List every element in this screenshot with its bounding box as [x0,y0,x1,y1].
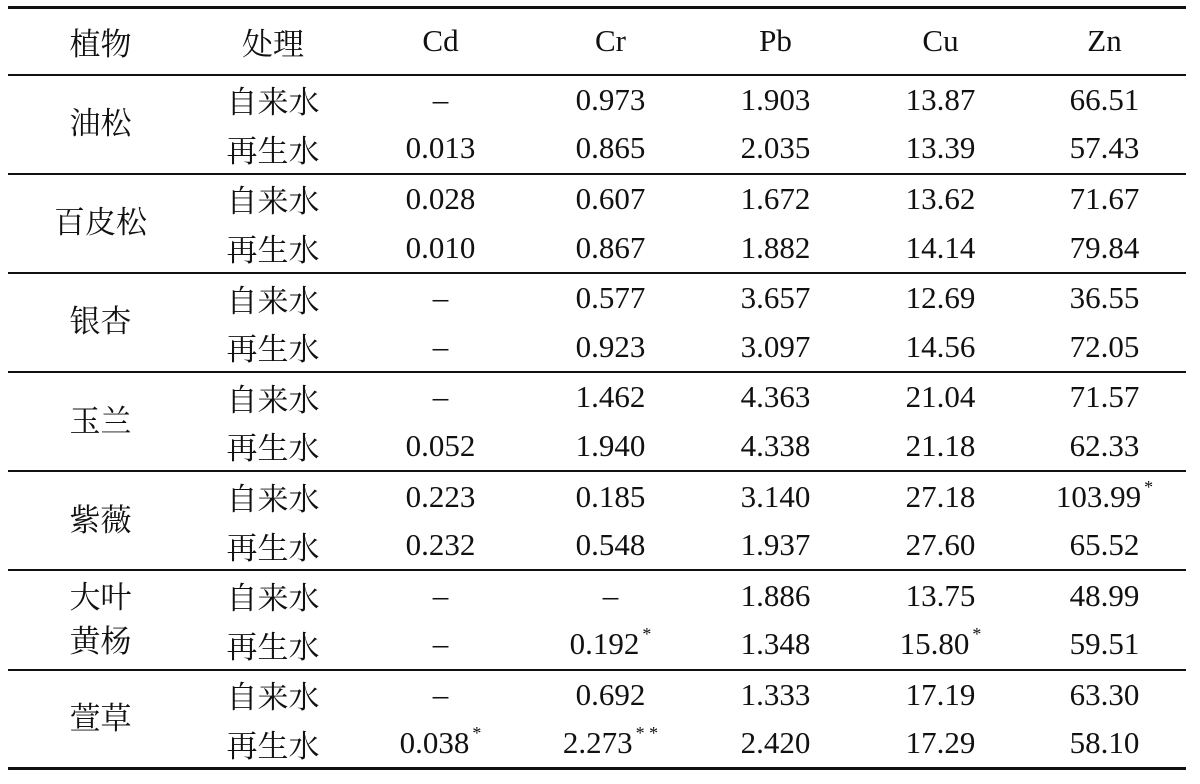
zn-cell: 72.05 [1069,328,1140,364]
treatment-cell: 自来水 [226,283,320,319]
cr-cell: 1.462 [575,379,646,415]
zn-cell: 65.52 [1069,527,1140,563]
cr-cell: 0.577 [575,280,646,316]
pb-cell: 3.140 [740,478,811,514]
treatment-cell: 再生水 [226,431,320,467]
treatment-cell: 自来水 [226,184,320,220]
cu-cell: 13.39 [905,130,976,166]
cr-cell: 0.692 [575,676,646,712]
plant-group-1 [8,174,1186,273]
cd-cell: 0.052 [405,427,476,463]
cd-value: 0.038 [399,725,470,761]
treatment-cell: 再生水 [226,332,320,368]
cr-cell: 0.867 [575,229,646,265]
treatment-cell: 再生水 [226,233,320,269]
pb-cell: 1.333 [740,676,811,712]
treatment-cell: 自来水 [226,85,320,121]
plant-name-line2: 黄杨 [69,624,132,660]
cd-cell: 0.028 [405,180,476,216]
pb-cell: 1.937 [740,527,811,563]
zn-cell: 79.84 [1069,229,1140,265]
header-cu: Cu [922,23,959,59]
zn-cell: 58.10 [1069,725,1140,761]
pb-cell: 4.363 [740,379,811,415]
cr-cell: 0.865 [575,130,646,166]
cd-cell: – [432,81,449,117]
plant-name: 玉兰 [69,403,132,439]
zn-cell [1023,471,1186,521]
zn-value: 103.99 [1055,478,1142,514]
table-row [8,471,1186,521]
header-pb: Pb [759,23,792,59]
cu-cell: 21.04 [905,379,976,415]
table-row [8,75,1186,125]
zn-cell: 71.57 [1069,379,1140,415]
cu-cell: 13.75 [905,577,976,613]
cu-cell: 12.69 [905,280,976,316]
plant-group-3 [8,372,1186,471]
cr-cell [528,620,693,670]
header-treatment: 处理 [242,26,304,62]
pb-cell: 4.338 [740,427,811,463]
cd-cell: – [432,676,449,712]
header-zn: Zn [1087,23,1122,59]
significance-mark: * [1144,476,1154,497]
cr-cell: 0.973 [575,81,646,117]
plant-group-0 [8,75,1186,174]
cu-cell: 27.18 [905,478,976,514]
cd-cell: – [432,379,449,415]
header-plant: 植物 [69,26,132,62]
plant-group-4 [8,471,1186,570]
cr-cell: 0.548 [575,527,646,563]
cr-cell: 0.185 [575,478,646,514]
zn-cell: 66.51 [1069,81,1140,117]
header-cd: Cd [422,23,459,59]
cd-cell: – [432,280,449,316]
cd-cell: 0.232 [405,527,476,563]
treatment-cell: 再生水 [226,629,320,665]
cu-cell: 14.14 [905,229,976,265]
pb-cell: 1.672 [740,180,811,216]
cu-cell: 13.87 [905,81,976,117]
cu-cell: 21.18 [905,427,976,463]
zn-cell: 62.33 [1069,427,1140,463]
zn-cell: 71.67 [1069,180,1140,216]
cr-cell: – [602,577,619,613]
cd-cell [353,719,528,769]
heavy-metal-table [8,6,1186,770]
plant-name [8,570,193,669]
plant-name: 油松 [69,106,132,142]
plant-name: 银杏 [69,304,132,340]
zn-cell: 36.55 [1069,280,1140,316]
table-row [8,174,1186,224]
table-header [8,8,1186,75]
cd-cell: – [432,626,449,662]
treatment-cell: 再生水 [226,728,320,764]
pb-cell: 1.882 [740,229,811,265]
cu-cell: 14.56 [905,328,976,364]
cd-cell: 0.013 [405,130,476,166]
plant-group-5 [8,570,1186,669]
cr-cell [528,719,693,769]
cu-cell: 17.29 [905,725,976,761]
treatment-cell: 自来水 [226,382,320,418]
cd-cell: 0.010 [405,229,476,265]
pb-cell: 1.903 [740,81,811,117]
significance-mark: * [472,723,482,744]
significance-mark-double: * * [635,723,659,744]
treatment-cell: 自来水 [226,581,320,617]
pb-cell: 1.886 [740,577,811,613]
zn-cell: 48.99 [1069,577,1140,613]
cr-cell: 1.940 [575,427,646,463]
cr-value: 0.192 [569,626,640,662]
treatment-cell: 再生水 [226,133,320,169]
plant-group-6 [8,670,1186,769]
cu-cell: 27.60 [905,527,976,563]
treatment-cell: 自来水 [226,680,320,716]
cr-value: 2.273 [562,725,633,761]
zn-cell: 57.43 [1069,130,1140,166]
header-row [8,8,1186,75]
table-row [8,670,1186,720]
pb-cell: 3.097 [740,328,811,364]
cu-cell: 17.19 [905,676,976,712]
plant-group-2 [8,273,1186,372]
cu-cell: 13.62 [905,180,976,216]
pb-cell: 2.035 [740,130,811,166]
header-cr: Cr [595,23,626,59]
table-row [8,273,1186,323]
zn-cell: 63.30 [1069,676,1140,712]
treatment-cell: 再生水 [226,530,320,566]
cd-cell: 0.223 [405,478,476,514]
cd-cell: – [432,577,449,613]
significance-mark: * [972,624,982,645]
zn-cell: 59.51 [1069,626,1140,662]
table-row [8,372,1186,422]
plant-name: 紫薇 [69,502,132,538]
table-row [8,570,1186,620]
plant-name-line1: 大叶 [69,580,132,616]
cu-value: 15.80 [899,626,970,662]
cu-cell [858,620,1023,670]
cr-cell: 0.923 [575,328,646,364]
plant-name: 百皮松 [54,205,147,241]
pb-cell: 3.657 [740,280,811,316]
cr-cell: 0.607 [575,180,646,216]
treatment-cell: 自来水 [226,482,320,518]
pb-cell: 2.420 [740,725,811,761]
pb-cell: 1.348 [740,626,811,662]
cd-cell: – [432,328,449,364]
plant-name: 萱草 [69,700,132,736]
significance-mark: * [642,624,652,645]
